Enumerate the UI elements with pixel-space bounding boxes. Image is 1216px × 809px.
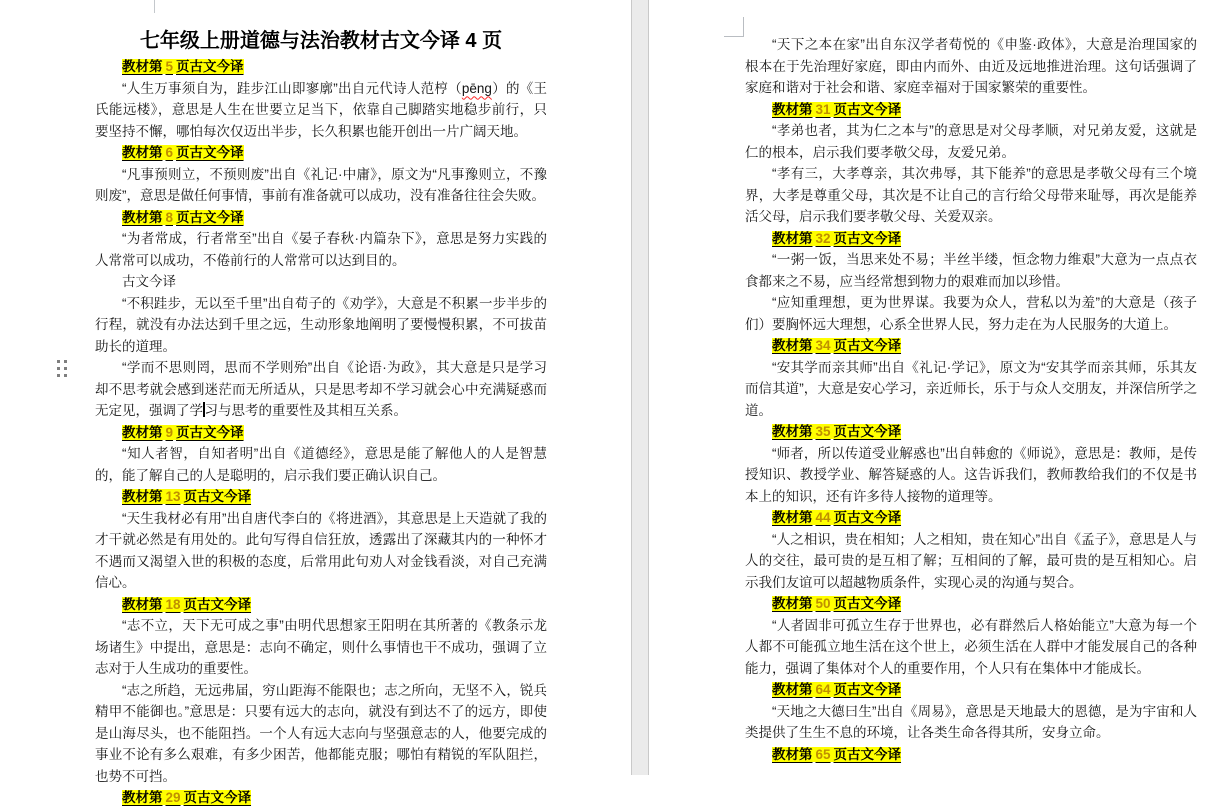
- paragraph[interactable]: “人者固非可孤立生存于世界也，必有群然后人格始能立”大意为每一个人都不可能孤立地生活在这个世上，必须生活在人群中才能发展自己的各种能力，强调了集体对个人的重要作用，个人只有在集体中才能成长。: [745, 617, 1197, 676]
- page-gap: [631, 0, 649, 775]
- document-title[interactable]: 七年级上册道德与法治教材古文今译 4 页: [139, 30, 503, 52]
- paragraph[interactable]: “志之所趋，无远弗届，穷山距海不能限也；志之所向，无坚不入，锐兵精甲不能御也。”意思是：只要有远大的志向，就没有到达不了的远方，即使是山海尽头，也不能阻挡。一个人有远大志向与坚强意志的人，他要完成的事业不论有多么艰难，有多少困苦，他都能克服；哪怕有精锐的军队阻拦，也势不可挡。: [95, 682, 547, 784]
- paragraph[interactable]: “应知重理想，更为世界谋。我要为众人，营私以为羞”的大意是（孩子们）要胸怀远大理想，心系全世界人民，努力走在为人民服务的大道上。: [745, 295, 1197, 332]
- section-heading-highlight: 教材第 44 页古文今译: [772, 510, 902, 525]
- section-heading-page-number: 29: [165, 790, 181, 805]
- section-heading-page-number: 8: [165, 209, 174, 225]
- paragraph[interactable]: 古文今译: [122, 274, 176, 289]
- margin-crop-mark-left-page: [154, 0, 155, 13]
- section-heading-highlight: 教材第 31 页古文今译: [772, 101, 902, 117]
- paragraph[interactable]: “孝有三，大孝尊亲，其次弗辱，其下能养”的意思是孝敬父母有三个境界，大孝是尊重父母，其次是不让自己的言行给父母带来耻辱，再次是能养活父母，启示我们要孝敬父母、关爱双亲。: [745, 166, 1197, 224]
- section-heading-highlight: 教材第 6 页古文今译: [122, 145, 244, 160]
- section-heading-page-number: 65: [815, 746, 831, 762]
- paragraph[interactable]: “知人者智，自知者明”出自《道德经》，意思是能了解他人的人是智慧的，能了解自己的人是聪明的，启示我们要正确认识自己。: [95, 446, 547, 483]
- section-heading-highlight: 教材第 35 页古文今译: [772, 424, 902, 439]
- paragraph[interactable]: “人之相识，贵在相知；人之相知，贵在知心”出自《孟子》，意思是人与人的交往，最可贵的是互相了解；互相间的了解，最可贵的是互相知心。启示我们友谊可以超越物质条件，实现心灵的沟通与契合。: [745, 531, 1197, 590]
- paragraph[interactable]: “学而不思则罔，思而不学则殆”出自《论语·为政》，其大意是只是学习却不思考就会感到迷茫而无所适从，只是思考却不学习就会心中充满疑惑而无定见，强调了学 习与思考的重要性及其相互关系。: [95, 360, 547, 418]
- section-heading-page-number: 35: [815, 424, 831, 439]
- section-heading-page-number: 34: [815, 338, 831, 353]
- paragraph[interactable]: “一粥一饭，当思来处不易；半丝半缕，恒念物力维艰”大意为一点点衣食都来之不易，应当经常想到物力的艰难而加以珍惜。: [745, 252, 1197, 289]
- section-heading-highlight: 教材第 13 页古文今译: [122, 489, 252, 504]
- margin-crop-mark-right-page: [724, 17, 744, 37]
- section-heading-page-number: 6: [165, 145, 174, 160]
- section-heading-highlight: 教材第 9 页古文今译: [122, 424, 244, 440]
- section-heading[interactable]: [745, 679, 1197, 701]
- section-heading[interactable]: [95, 787, 547, 809]
- section-heading-highlight: 教材第 29 页古文今译: [122, 790, 252, 805]
- paragraph[interactable]: “为者常成，行者常至”出自《晏子春秋·内篇杂下》，意思是努力实践的人常常可以成功，不倦前行的人常常可以达到目的。: [95, 231, 547, 268]
- page-2-text-area[interactable]: [745, 34, 1197, 765]
- section-heading[interactable]: [745, 593, 1197, 615]
- paragraph[interactable]: “志不立，天下无可成之事”由明代思想家王阳明在其所著的《教条示龙场诸生》中提出，意思是：志向不确定，则什么事情也干不成功，强调了立志对于人生成功的重要性。: [95, 618, 547, 676]
- section-heading-page-number: 18: [165, 596, 181, 612]
- section-heading[interactable]: [95, 594, 547, 616]
- section-heading-highlight: 教材第 64 页古文今译: [772, 682, 902, 697]
- section-heading[interactable]: [95, 486, 547, 508]
- section-heading[interactable]: [745, 228, 1197, 250]
- section-heading[interactable]: [95, 207, 547, 229]
- paragraph[interactable]: “天生我材必有用”出自唐代李白的《将进酒》，其意思是上天造就了我的才干就必然是有用处的。此句写得自信狂放，透露出了深藏其内的一种怀才不遇而又渴望入世的积极的态度，后常用此句劝人对金钱看淡，对自己充满信心。: [95, 510, 547, 590]
- section-heading-highlight: 教材第 65 页古文今译: [772, 746, 902, 762]
- section-heading-highlight: 教材第 8 页古文今译: [122, 209, 244, 225]
- paragraph-drag-handle-icon[interactable]: [57, 360, 69, 378]
- paragraph[interactable]: “安其学而亲其师”出自《礼记·学记》，原文为“安其学而亲其师，乐其友而信其道”，大意是安心学习，亲近师长，乐于与众人交朋友，并深信所学之道。: [745, 359, 1197, 418]
- section-heading[interactable]: [745, 335, 1197, 357]
- page-2[interactable]: [649, 0, 1216, 775]
- section-heading[interactable]: [95, 142, 547, 164]
- section-heading-highlight: 教材第 18 页古文今译: [122, 596, 252, 612]
- section-heading[interactable]: [745, 507, 1197, 529]
- section-heading-page-number: 32: [815, 230, 831, 246]
- paragraph[interactable]: “孝弟也者，其为仁之本与”的意思是对父母孝顺，对兄弟友爱，这就是仁的根本，启示我们要孝敬父母，友爱兄弟。: [745, 123, 1197, 160]
- section-heading[interactable]: [745, 744, 1197, 766]
- section-heading-page-number: 5: [165, 59, 174, 74]
- paragraph[interactable]: “不积跬步，无以至千里”出自荀子的《劝学》，大意是不积累一步半步的行程，就没有办法达到千里之远，生动形象地阐明了要慢慢积累，不可拔苗助长的道理。: [95, 295, 547, 354]
- paragraph[interactable]: “凡事预则立，不预则废”出自《礼记·中庸》，原文为“凡事豫则立，不豫则废”，意思是做任何事情，事前有准备就可以成功，没有准备往往会失败。: [95, 166, 547, 203]
- section-heading-highlight: 教材第 5 页古文今译: [122, 59, 244, 74]
- section-heading-page-number: 50: [815, 596, 831, 611]
- section-heading-page-number: 31: [815, 101, 831, 117]
- section-heading-highlight: 教材第 34 页古文今译: [772, 338, 902, 353]
- section-heading-page-number: 44: [815, 510, 831, 525]
- page-1-text-area[interactable]: [95, 26, 547, 809]
- section-heading-highlight: 教材第 50 页古文今译: [772, 596, 902, 611]
- section-heading[interactable]: [95, 422, 547, 444]
- section-heading-page-number: 64: [815, 682, 831, 697]
- paragraph[interactable]: “人生万事须自为，跬步江山即寥廓”出自元代诗人范梈（pēng）的《王氏能远楼》，意思是人生在世要立足当下，依靠自己脚踏实地稳步前行，只要坚持不懈，哪怕每次仅迈出半步，长久积累也能开创出一片广阔天地。: [95, 80, 547, 139]
- section-heading[interactable]: [745, 421, 1197, 443]
- spellcheck-underline: pēng: [461, 80, 492, 96]
- paragraph[interactable]: “天地之大德曰生”出自《周易》，意思是天地最大的恩德，是为宇宙和人类提供了生生不息的环境，让各类生命各得其所，安身立命。: [745, 703, 1197, 740]
- section-heading-highlight: 教材第 32 页古文今译: [772, 230, 902, 246]
- text-cursor: [203, 402, 205, 417]
- paragraph[interactable]: “天下之本在家”出自东汉学者荀悦的《申鉴·政体》，大意是治理国家的根本在于先治理好家庭，即由内而外、由近及远地推进治理。这句话强调了家庭和谐对于社会和谐、家庭幸福对于国家繁荣的重要性。: [745, 37, 1197, 95]
- section-heading[interactable]: [745, 99, 1197, 121]
- section-heading[interactable]: [95, 56, 547, 78]
- section-heading-page-number: 13: [165, 489, 181, 504]
- paragraph[interactable]: “师者，所以传道受业解惑也”出自韩愈的《师说》，意思是：教师，是传授知识、教授学业、解答疑惑的人。这告诉我们，教师教给我们的不仅是书本上的知识，还有许多待人接物的道理等。: [745, 445, 1197, 504]
- section-heading-page-number: 9: [165, 424, 174, 440]
